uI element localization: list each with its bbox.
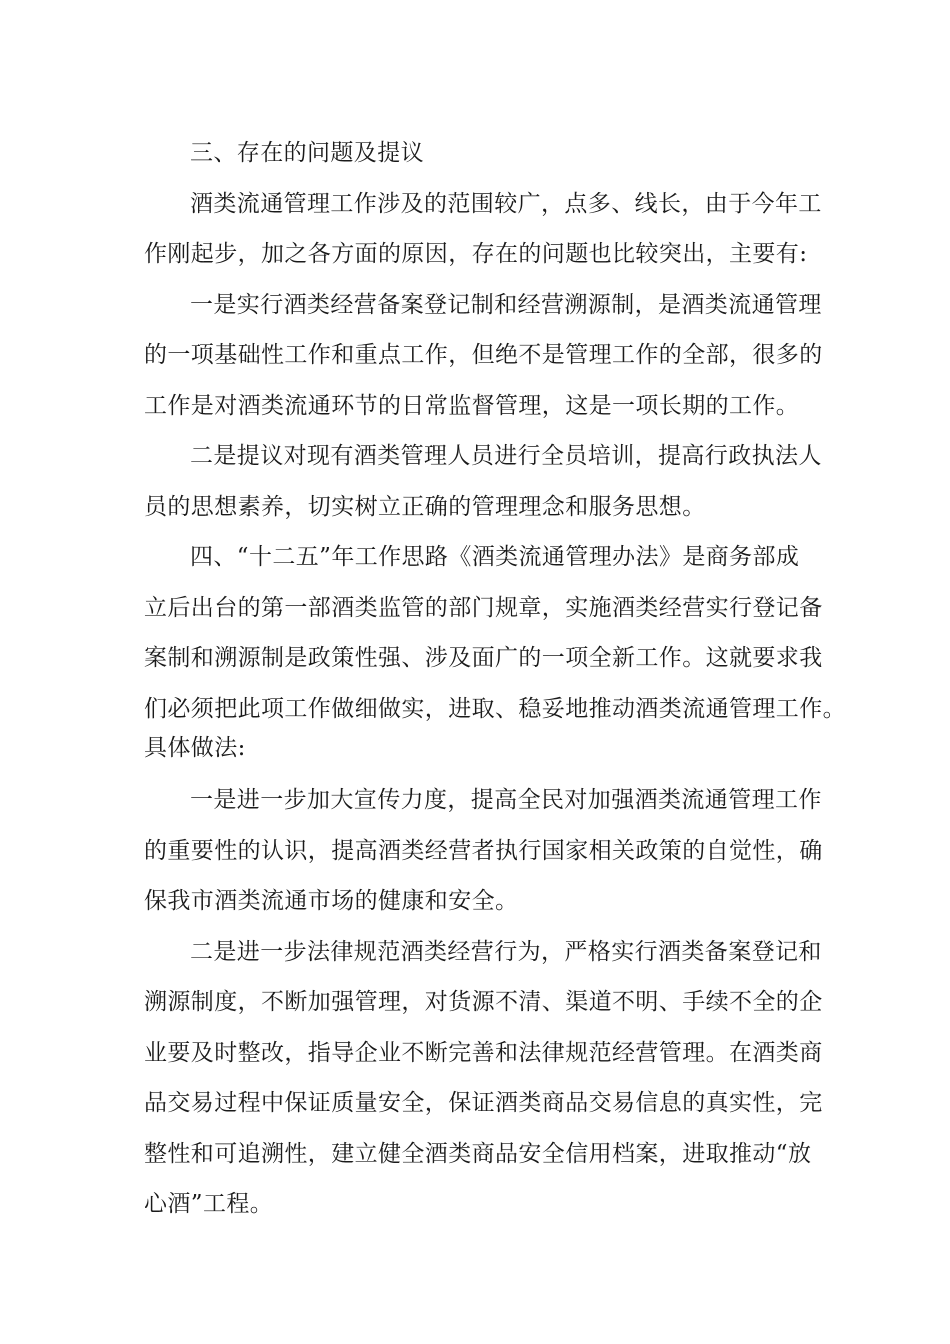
paragraph-line: 二是提议对现有酒类管理人员进行全员培训，提高行政执法人 — [190, 443, 822, 469]
paragraph-line: 溯源制度，不断加强管理，对货源不清、渠道不明、手续不全的企 — [144, 989, 823, 1015]
paragraph-line: 保我市酒类流通市场的健康和安全。 — [144, 888, 519, 914]
paragraph-line: 的一项基础性工作和重点工作，但绝不是管理工作的全部，很多的 — [144, 342, 823, 368]
paragraph-line: 的重要性的认识，提高酒类经营者执行国家相关政策的自觉性，确 — [144, 838, 823, 864]
paragraph-line: 心酒”工程。 — [144, 1191, 274, 1217]
paragraph-line: 立后出台的第一部酒类监管的部门规章，实施酒类经营实行登记备 — [144, 595, 823, 621]
paragraph-line: 酒类流通管理工作涉及的范围较广，点多、线长，由于今年工 — [190, 191, 822, 217]
paragraph-line: 案制和溯源制是政策性强、涉及面广的一项全新工作。这就要求我 — [144, 645, 823, 671]
section-heading-plan: 四、“十二五”年工作思路《酒类流通管理办法》是商务部成 — [190, 544, 800, 570]
paragraph-line: 整性和可追溯性，建立健全酒类商品安全信用档案，进取推动“放 — [144, 1141, 812, 1167]
paragraph-line: 二是进一步法律规范酒类经营行为，严格实行酒类备案登记和 — [190, 939, 822, 965]
paragraph-line: 们必须把此项工作做细做实，进取、稳妥地推动酒类流通管理工作。 — [144, 696, 846, 722]
paragraph-line: 一是进一步加大宣传力度，提高全民对加强酒类流通管理工作 — [190, 787, 822, 813]
section-heading-problems: 三、存在的问题及提议 — [190, 140, 424, 166]
paragraph-line: 业要及时整改，指导企业不断完善和法律规范经营管理。在酒类商 — [144, 1040, 823, 1066]
paragraph-line: 作刚起步，加之各方面的原因，存在的问题也比较突出，主要有: — [144, 241, 808, 267]
paragraph-line: 一是实行酒类经营备案登记制和经营溯源制，是酒类流通管理 — [190, 292, 822, 318]
paragraph-line: 员的思想素养，切实树立正确的管理理念和服务思想。 — [144, 494, 706, 520]
paragraph-line: 具体做法: — [144, 735, 246, 761]
paragraph-line: 品交易过程中保证质量安全，保证酒类商品交易信息的真实性，完 — [144, 1090, 823, 1116]
paragraph-line: 工作是对酒类流通环节的日常监督管理，这是一项长期的工作。 — [144, 393, 800, 419]
